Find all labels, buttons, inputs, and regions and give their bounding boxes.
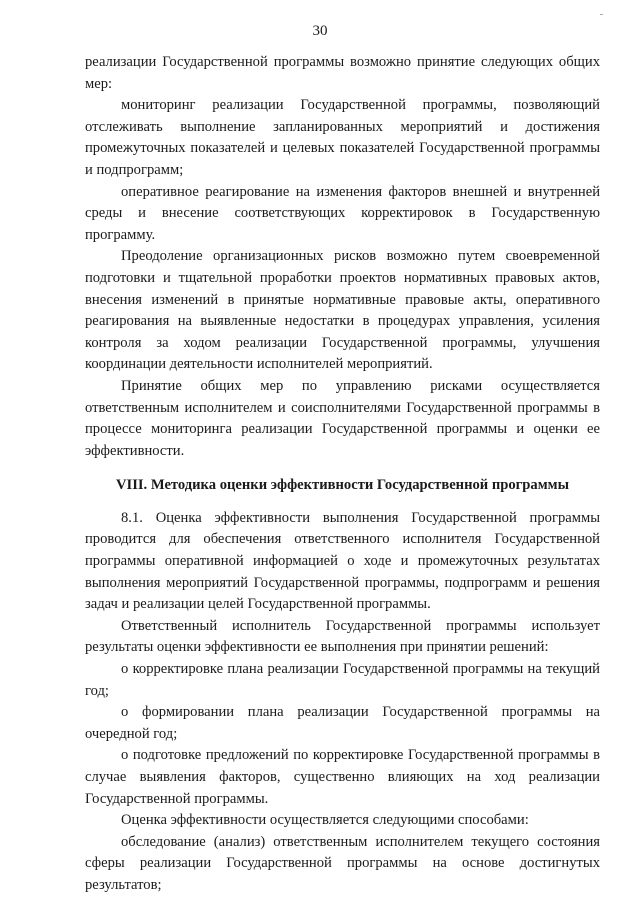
list-item: о формировании плана реализации Государственной программы на очередной год;	[85, 704, 600, 742]
list-item: о подготовке предложений по корректировке Государственной программы в случае выявления факторов, существенно влияющих на ход реализации Государственной программы.	[85, 747, 600, 807]
paragraph: Принятие общих мер по управлению рисками осуществляется ответственным исполнителем и соисполнителями Государственной программы в процессе мониторинга реализации Государственной программы и оценки ее эффективности.	[85, 377, 600, 459]
paragraph: Ответственный исполнитель Государственной программы использует результаты оценки эффективности ее выполнения при принятии решений:	[85, 617, 600, 656]
list-item: о корректировке плана реализации Государственной программы на текущий год;	[85, 661, 600, 699]
page-body	[85, 52, 600, 897]
paragraph: оперативное реагирование на изменения факторов внешней и внутренней среды и внесение соответствующих корректировок в Государственную программу.	[85, 183, 600, 243]
paragraph: реализации Государственной программы возможно принятие следующих общих мер:	[85, 54, 600, 92]
scan-mark	[600, 14, 603, 15]
paragraph: Оценка эффективности осуществляется следующими способами:	[121, 812, 529, 829]
section-heading: VIII. Методика оценки эффективности Государственной программы	[115, 477, 569, 494]
paragraph: Преодоление организационных рисков возможно путем своевременной подготовки и тщательной проработки проектов нормативных правовых актов, внесения изменений в принятые нормативные правовые акты, оперативного реагирования на выявленные недостатки в процедурах управления, усиления контроля за ходом реализации Государственной программы, улучшения координации деятельности исполнителей мероприятий.	[85, 248, 600, 373]
paragraph: мониторинг реализации Государственной программы, позволяющий отслеживать выполнение запланированных мероприятий и достижения промежуточных показателей и целевых показателей Государственной программы и подпрограмм;	[85, 97, 600, 178]
paragraph: обследование (анализ) ответственным исполнителем текущего состояния сферы реализации Государственной программы на основе достигнутых результатов;	[85, 833, 600, 893]
paragraph: 8.1. Оценка эффективности выполнения Государственной программы проводится для обеспечения ответственного исполнителя Государственной программы оперативной информацией о ходе и промежуточных результатах выполнения мероприятий Государственной программы, подпрограмм и решения задач и реализации целей Государственной программы.	[85, 509, 600, 613]
page-number: 30	[312, 23, 328, 39]
